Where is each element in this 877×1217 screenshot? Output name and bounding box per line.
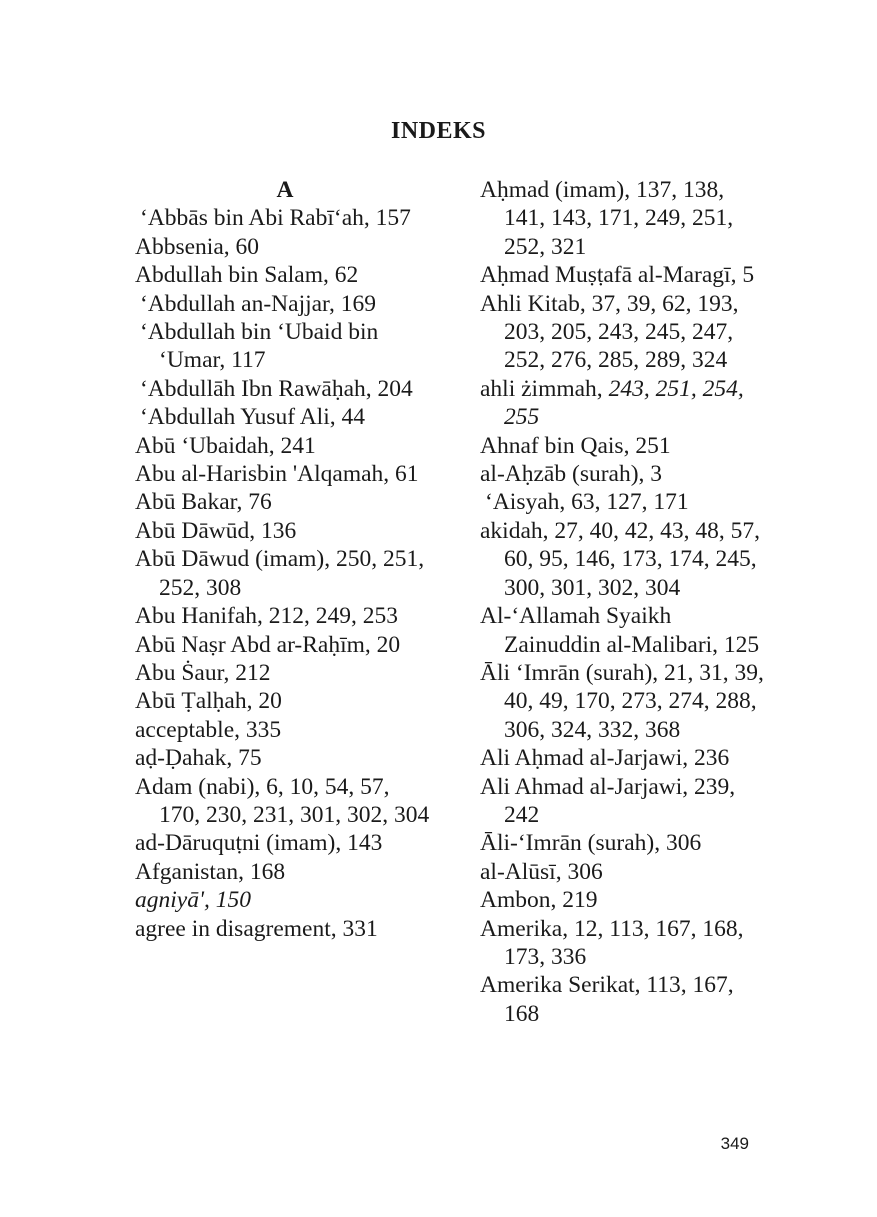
index-entry: Abū Dāwud (imam), 250, 251, 252, 308 [135,546,425,601]
index-entry: agree in disagrement, 331 [135,915,378,942]
page-number: 349 [720,1134,749,1153]
index-entry: Al-‘Allamah Syaikh Zainuddin al-Malibari, 125 [480,603,760,658]
index-entry: Āli ‘Imrān (surah), 21, 31, 39, 40, 49, 170, 273, 274, 288, 306, 324, 332, 368 [480,659,764,743]
page-title: INDEKS [390,118,487,144]
index-entry: ‘Abbās bin Abi Rabī‘ah, 157 [140,205,411,232]
index-entry: aḍ-Ḍahak, 75 [135,745,262,772]
index-entry: Amerika, 12, 113, 167, 168, 173, 336 [480,915,744,970]
index-entry: acceptable, 335 [135,716,282,743]
index-entry: agniyā', 150 [135,887,251,914]
index-entry: al-Alūsī, 306 [480,858,603,885]
index-entry: Abū Naṣr Abd ar-Raḥīm, 20 [135,631,401,658]
index-entry: ‘Abdullah bin ‘Ubaid bin ‘Umar, 117 [140,319,379,374]
index-term: ahli żimmah, [480,375,609,402]
index-entry: Abdullah bin Salam, 62 [135,262,359,289]
index-entry: al-Aḥzāb (surah), 3 [480,461,663,488]
index-entry: Abu Ṡaur, 212 [135,659,271,686]
index-column-right [480,176,770,1028]
index-entry: Abbsenia, 60 [135,233,260,260]
index-entry: Ahli Kitab, 37, 39, 62, 193, 203, 205, 243, 245, 247, 252, 276, 285, 289, 324 [480,290,739,374]
index-entry: Amerika Serikat, 113, 167, 168 [480,972,734,1027]
index-entry: ad-Dāruquṭni (imam), 143 [135,830,383,857]
index-entry: Āli-‘Imrān (surah), 306 [480,830,702,857]
index-entry: Abū Bakar, 76 [135,489,272,516]
index-entry: Abū ‘Ubaidah, 241 [135,432,316,459]
index-entry: Abu Hanifah, 212, 249, 253 [135,603,399,630]
index-entry: Ali Ahmad al-Jarjawi, 239, 242 [480,773,736,828]
index-entry: ‘Abdullāh Ibn Rawāḥah, 204 [140,375,413,402]
index-entry: Abu al-Harisbin 'Alqamah, 61 [135,461,419,488]
index-entry: Adam (nabi), 6, 10, 54, 57, 170, 230, 231, 301, 302, 304 [135,773,430,828]
index-entry: ‘Aisyah, 63, 127, 171 [485,489,689,516]
index-entry: Ali Aḥmad al-Jarjawi, 236 [480,745,730,772]
index-pages-italic: 243, 251, 254, 255 [504,375,744,431]
index-entry: Aḥmad (imam), 137, 138, 141, 143, 171, 249, 251, 252, 321 [480,177,734,260]
index-entry: Abū Dāwūd, 136 [135,517,297,544]
index-entry [480,375,770,432]
index-entry: Abū Ṭalḥah, 20 [135,688,282,715]
index-entry: ‘Abdullah Yusuf Ali, 44 [140,404,365,431]
index-entry: Ambon, 219 [480,887,598,914]
index-entry: Afganistan, 168 [135,858,286,885]
index-entry: Aḥmad Muṣṭafā al-Maragī, 5 [480,262,755,289]
index-entry: Ahnaf bin Qais, 251 [480,432,671,459]
index-entry: ‘Abdullah an-Najjar, 169 [140,290,376,317]
index-entry: akidah, 27, 40, 42, 43, 48, 57, 60, 95, 146, 173, 174, 245, 300, 301, 302, 304 [480,517,761,601]
index-column-left [135,176,435,943]
section-letter: A [276,177,294,203]
